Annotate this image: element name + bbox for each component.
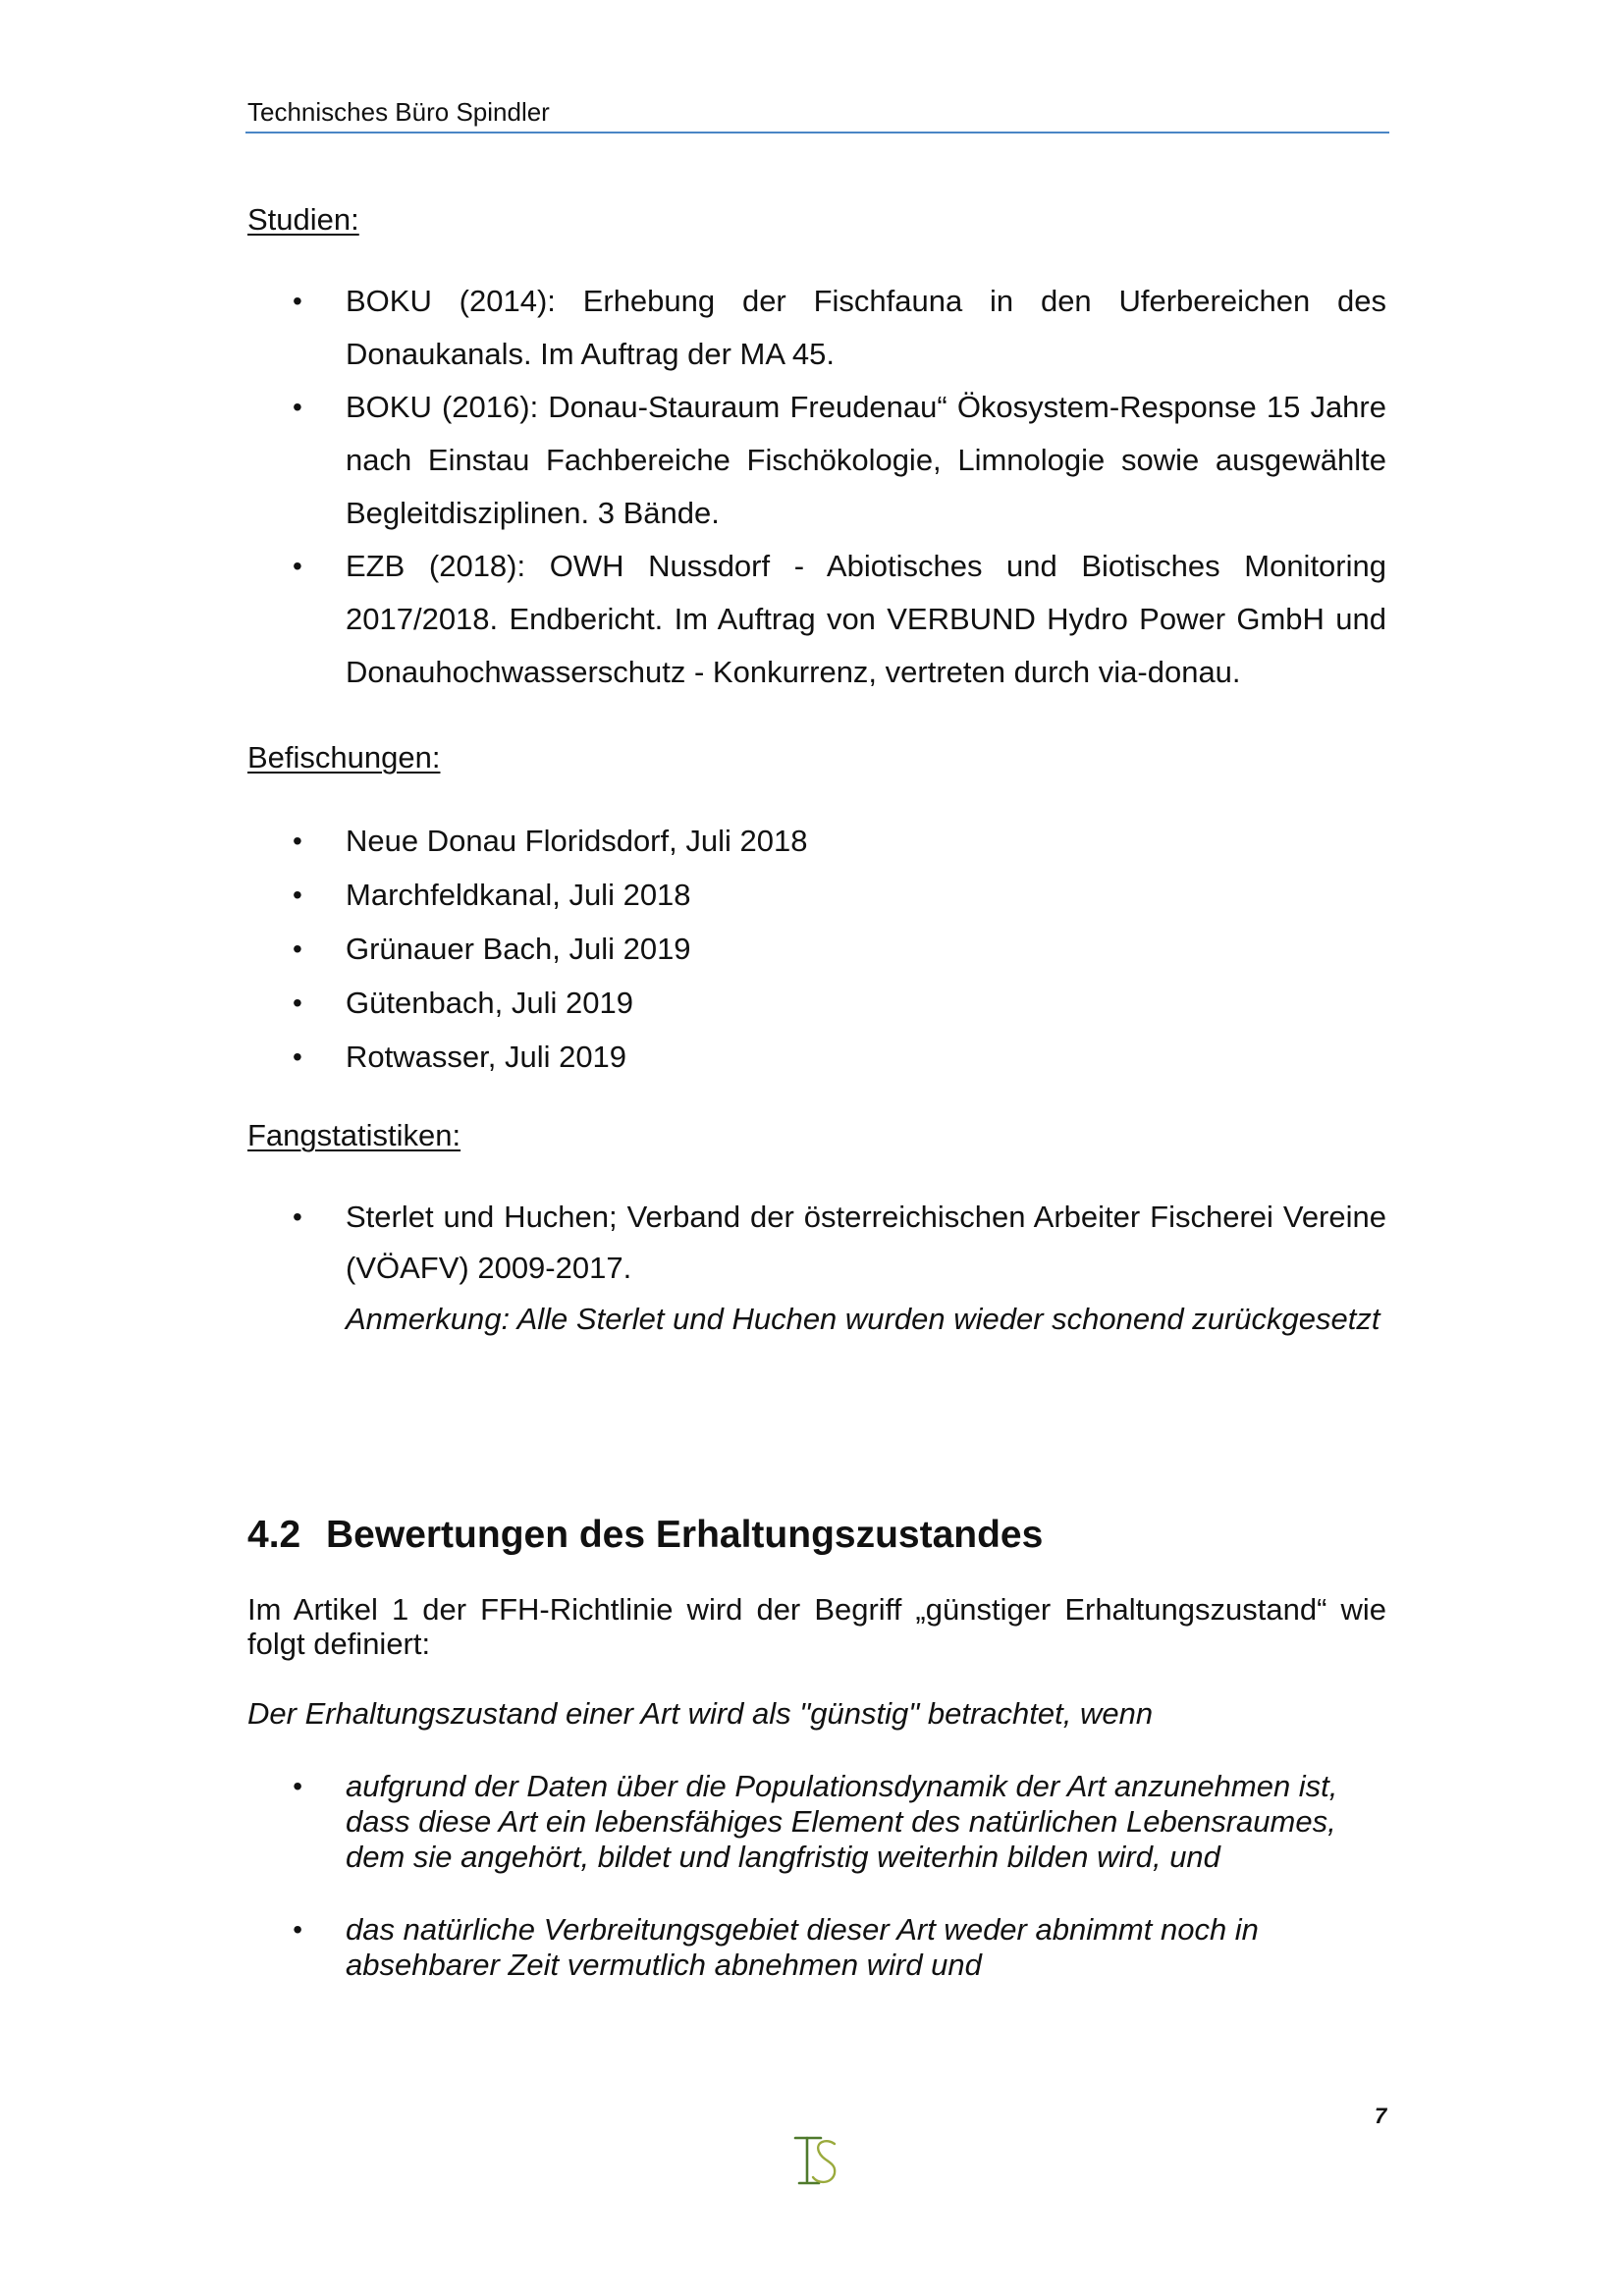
befischungen-item-text: Grünauer Bach, Juli 2019 [346, 932, 691, 966]
tbs-monogram-logo-icon [791, 2132, 842, 2191]
bullet-icon: • [293, 1201, 302, 1232]
page-number: 7 [1375, 2104, 1387, 2128]
befischungen-item [247, 922, 1386, 976]
fangstatistiken-item-text: Sterlet und Huchen; Verband der österreichischen Arbeiter Fischerei Vereine (VÖAFV) 2009-2017. [346, 1200, 1386, 1285]
bullet-icon: • [293, 934, 302, 964]
studien-item-text: EZB (2018): OWH Nussdorf - Abiotisches und Biotisches Monitoring 2017/2018. Endbericht. Im Auftrag von VERBUND Hydro Power GmbH und Donauhochwasserschutz ‐ Konkurrenz, vertreten durch via-donau. [346, 549, 1386, 689]
bullet-icon: • [293, 826, 302, 856]
fangstatistiken-heading: Fangstatistiken: [247, 1118, 461, 1152]
criteria-item-text: aufgrund der Daten über die Populationsdynamik der Art anzunehmen ist, dass diese Art ein lebensfähiges Element des natürlichen Lebensraumes, dem sie angehört, bildet und langfristig weiterhin bilden wird, und [346, 1769, 1338, 1874]
bullet-icon: • [293, 392, 302, 422]
bullet-icon: • [293, 1771, 302, 1801]
befischungen-item [247, 1030, 1386, 1084]
bullet-icon: • [293, 551, 302, 581]
studien-heading: Studien: [247, 202, 359, 237]
fangstatistiken-list [247, 1192, 1386, 1345]
studien-item [247, 540, 1386, 699]
befischungen-heading: Befischungen: [247, 740, 441, 774]
section-intro: Im Artikel 1 der FFH-Richtlinie wird der Begriff „günstiger Erhaltungszustand“ wie folgt definiert: [247, 1592, 1386, 1661]
header-title: Technisches Büro Spindler [247, 97, 550, 127]
studien-item [247, 275, 1386, 381]
bullet-icon: • [293, 1041, 302, 1072]
section-heading [247, 1512, 1043, 1559]
criteria-item-text: das natürliche Verbreitungsgebiet dieser Art weder abnimmt noch in absehbarer Zeit vermutlich abnehmen wird und [346, 1912, 1259, 1982]
befischungen-item-text: Rotwasser, Juli 2019 [346, 1040, 627, 1074]
page-header [245, 96, 1389, 133]
criteria-list [247, 1769, 1347, 2020]
fangstatistiken-note: Anmerkung: Alle Sterlet und Huchen wurden wieder schonend zurückgesetzt [346, 1302, 1380, 1336]
fangstatistiken-item [247, 1192, 1386, 1345]
studien-item-text: BOKU (2014): Erhebung der Fischfauna in den Uferbereichen des Donaukanals. Im Auftrag der MA 45. [346, 284, 1386, 371]
criteria-item [247, 1912, 1347, 1983]
befischungen-item [247, 868, 1386, 922]
bullet-icon: • [293, 988, 302, 1018]
bullet-icon: • [293, 1914, 302, 1945]
befischungen-item [247, 976, 1386, 1030]
studien-list [247, 275, 1386, 699]
befischungen-item-text: Marchfeldkanal, Juli 2018 [346, 878, 691, 912]
section-number: 4.2 [247, 1514, 301, 1556]
befischungen-item-text: Neue Donau Floridsdorf, Juli 2018 [346, 824, 808, 858]
criteria-item [247, 1769, 1347, 1875]
studien-item-text: BOKU (2016): Donau-Stauraum Freudenau“ Ökosystem-Response 15 Jahre nach Einstau Fachbereiche Fischökologie, Limnologie sowie ausgewählte Begleitdisziplinen. 3 Bände. [346, 390, 1386, 530]
befischungen-item [247, 814, 1386, 868]
bullet-icon: • [293, 286, 302, 316]
befischungen-list [247, 814, 1386, 1084]
befischungen-item-text: Gütenbach, Juli 2019 [346, 986, 633, 1020]
section-title: Bewertungen des Erhaltungszustandes [326, 1514, 1044, 1556]
definition-lead: Der Erhaltungszustand einer Art wird als "günstig" betrachtet, wenn [247, 1696, 1154, 1731]
studien-item [247, 381, 1386, 540]
bullet-icon: • [293, 880, 302, 910]
